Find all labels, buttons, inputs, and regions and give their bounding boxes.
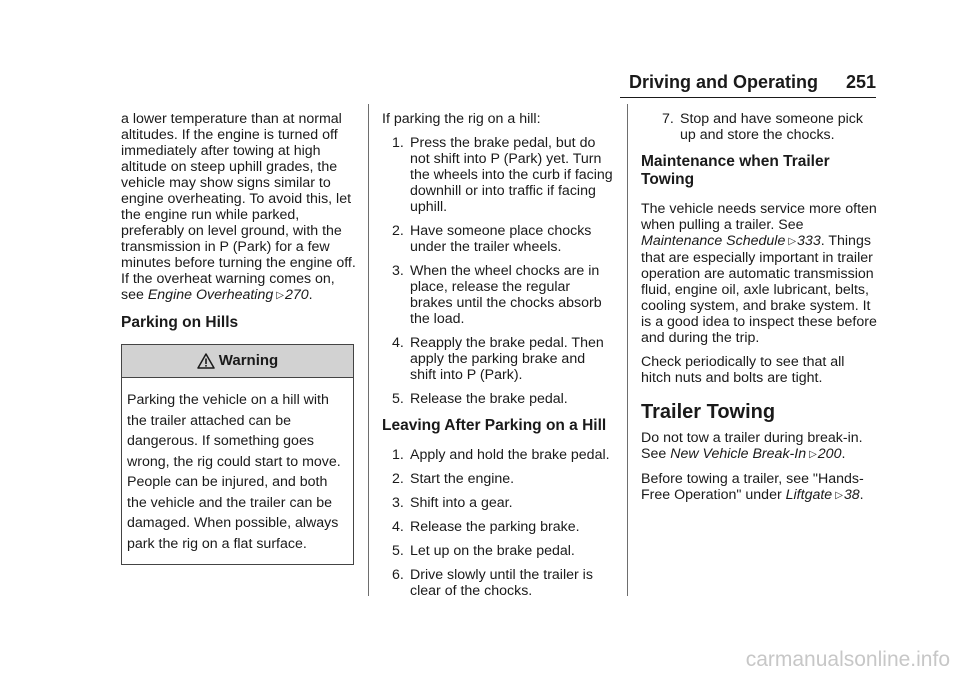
paragraph: If parking the rig on a hill: bbox=[382, 111, 541, 127]
column-divider bbox=[368, 104, 369, 596]
warning-text: Parking the vehicle on a hill with the trailer attached can be dangerous. If something goes wrong, the rig could start to move. People can be injured, and both the vehicle and the trailer can be damaged. When possible, always park the rig on a flat surface. bbox=[127, 392, 341, 552]
cross-reference-link[interactable]: Maintenance Schedule ▷333 bbox=[641, 233, 821, 249]
paragraph: Check periodically to see that all hitch nuts and bolts are tight. bbox=[641, 354, 845, 386]
warning-header bbox=[122, 345, 353, 378]
page-number: 251 bbox=[845, 72, 876, 92]
section-heading: Leaving After Parking on a Hill bbox=[382, 417, 607, 434]
paragraph: The vehicle needs service more often when pulling a trailer. See Maintenance Schedule ▷333. Things that are especially important in trailer operation are automatic transmission fluid, engine oil, axle lubricant, belts, cooling system, and brake system. It is a good idea to inspect these before and during the trip. bbox=[641, 201, 877, 346]
list-item: 7. Stop and have someone pick up and store the chocks. bbox=[662, 111, 863, 143]
header-rule bbox=[620, 97, 876, 98]
page-ref-arrow-icon: ▷ bbox=[788, 236, 797, 247]
list-item: 4. Release the parking brake. bbox=[392, 519, 580, 535]
column-3 bbox=[641, 111, 877, 512]
warning-icon bbox=[197, 353, 215, 369]
warning-box bbox=[121, 344, 354, 565]
watermark: carmanualsonline.info bbox=[745, 648, 950, 671]
paragraph: Before towing a trailer, see "Hands-Free Operation" under Liftgate ▷38. bbox=[641, 471, 864, 503]
page-ref-arrow-icon: ▷ bbox=[809, 449, 817, 460]
column-divider bbox=[627, 104, 628, 596]
page-ref-arrow-icon: ▷ bbox=[276, 290, 284, 301]
section-heading: Trailer Towing bbox=[641, 401, 776, 423]
cross-reference-link[interactable]: New Vehicle Break-In ▷200 bbox=[670, 446, 842, 462]
paragraph: Do not tow a trailer during break-in. See New Vehicle Break-In ▷200. bbox=[641, 430, 863, 462]
list-item: 5. Release the brake pedal. bbox=[392, 391, 568, 407]
column-1 bbox=[121, 111, 359, 565]
page-ref-arrow-icon: ▷ bbox=[835, 490, 843, 501]
list-item: 2. Start the engine. bbox=[392, 471, 515, 487]
section-title: Driving and Operating bbox=[628, 72, 818, 92]
paragraph: a lower temperature than at normal altitudes. If the engine is turned off immediately after towing at high altitude on steep uphill grades, the vehicle may show signs similar to engine overheating. To avoid this, let the engine run while parked, preferably on level ground, with the transmission in P (Park) for a few minutes before turning the engine off. If the overheat warning comes on, see Engine Overheating ▷270. bbox=[121, 111, 356, 303]
list-item: 6. Drive slowly until the trailer is clear of the chocks. bbox=[392, 567, 593, 599]
warning-title: Warning bbox=[218, 352, 279, 369]
list-item: 1. Apply and hold the brake pedal. bbox=[392, 447, 610, 463]
list-item: 1. Press the brake pedal, but do not shift into P (Park) yet. Turn the wheels into the curb if facing downhill or into traffic if facing uphill. bbox=[392, 135, 613, 215]
steps-list bbox=[641, 111, 877, 143]
steps-list bbox=[382, 447, 614, 599]
list-item: 2. Have someone place chocks under the trailer wheels. bbox=[392, 223, 592, 255]
cross-reference-link[interactable]: Engine Overheating ▷270 bbox=[147, 287, 309, 303]
cross-reference-link[interactable]: Liftgate ▷38 bbox=[785, 487, 860, 503]
list-item: 3. When the wheel chocks are in place, release the regular brakes until the chocks absorb the load. bbox=[392, 263, 602, 327]
section-heading: Maintenance when Trailer Towing bbox=[641, 153, 830, 188]
list-item: 3. Shift into a gear. bbox=[392, 495, 513, 511]
list-item: 5. Let up on the brake pedal. bbox=[392, 543, 575, 559]
list-item: 4. Reapply the brake pedal. Then apply the parking brake and shift into P (Park). bbox=[392, 335, 604, 383]
steps-list bbox=[382, 135, 614, 407]
section-heading: Parking on Hills bbox=[121, 314, 239, 331]
column-2 bbox=[382, 111, 614, 607]
page-header bbox=[620, 72, 876, 98]
